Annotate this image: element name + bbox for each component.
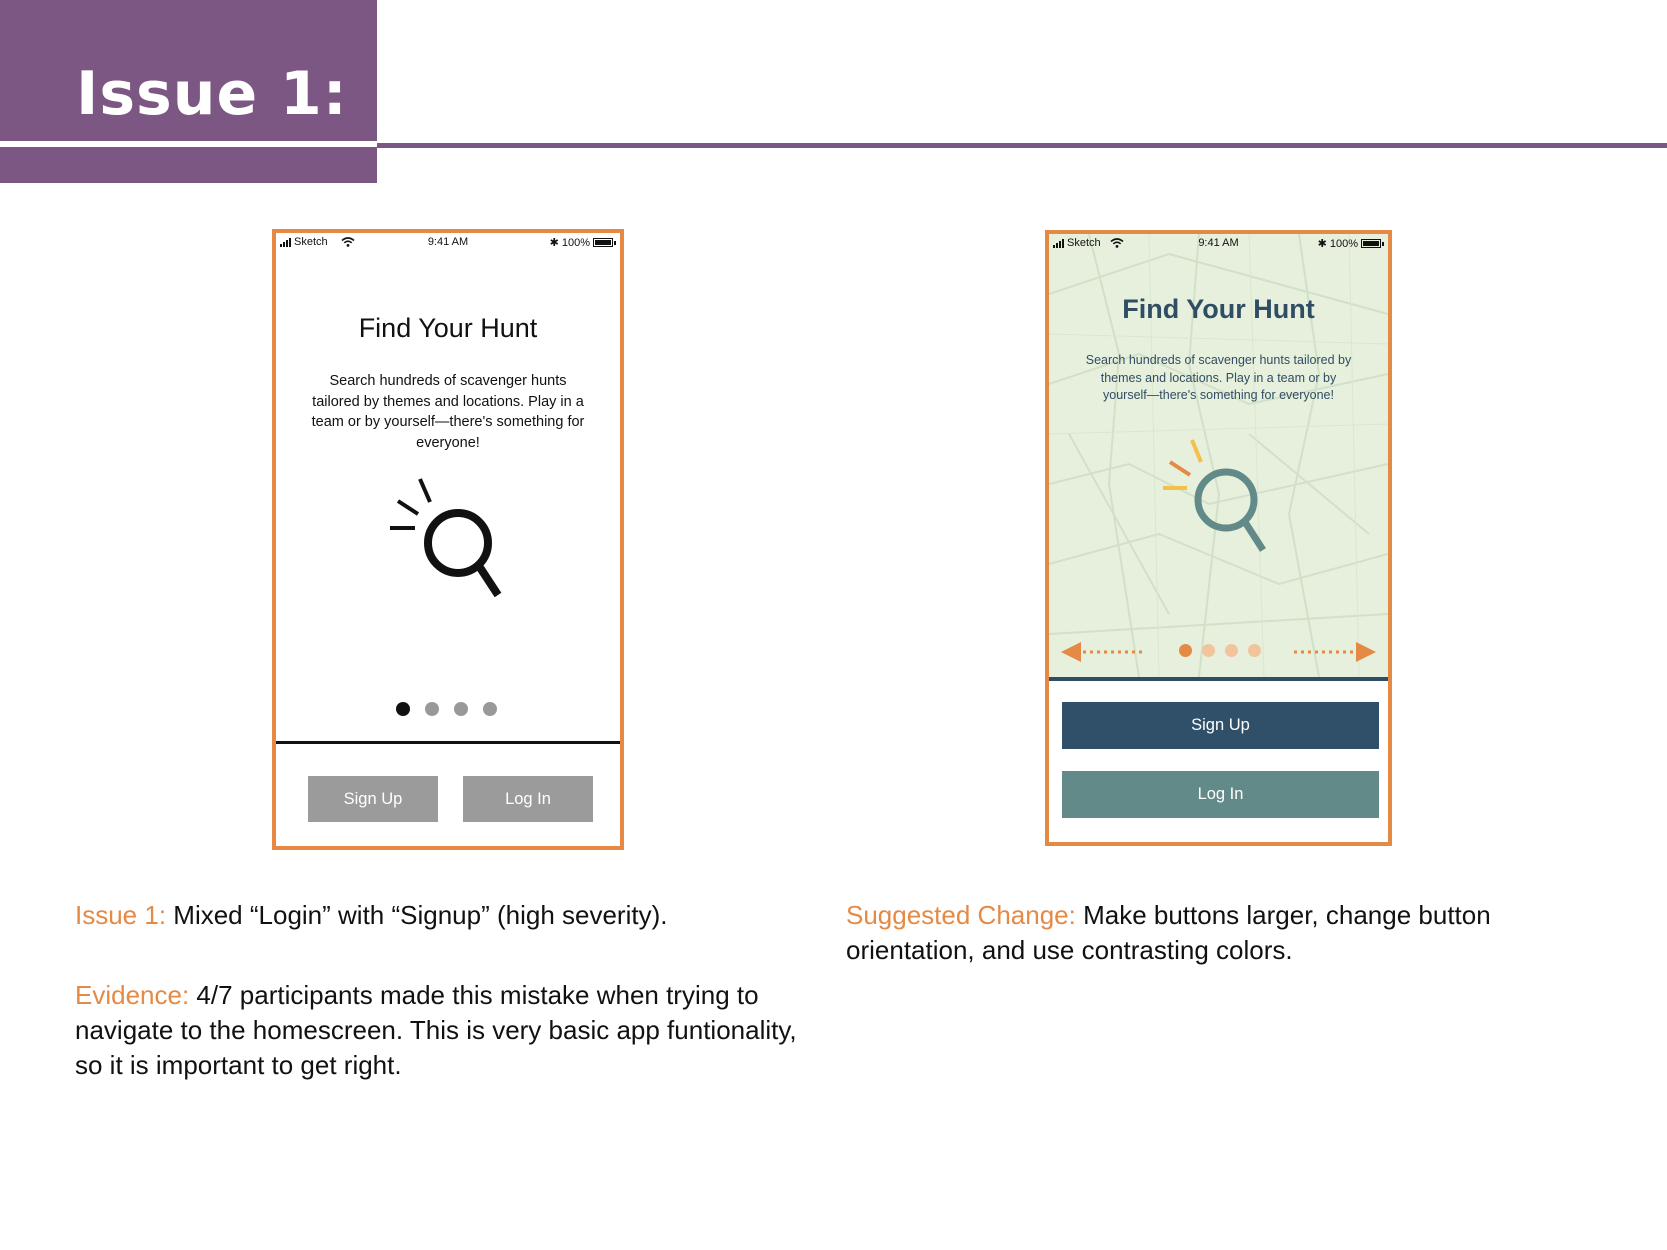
arrow-right-icon[interactable] xyxy=(1294,640,1376,664)
status-time: 9:41 AM xyxy=(427,236,469,248)
page-dot-active[interactable] xyxy=(396,702,410,716)
carrier-label: Sketch xyxy=(294,236,328,248)
battery-percent: 100% xyxy=(561,236,590,249)
page-dot[interactable] xyxy=(1202,644,1215,657)
battery-icon xyxy=(593,238,613,247)
screen-title: Find Your Hunt xyxy=(1122,294,1315,324)
bluetooth-icon: ✱ xyxy=(1317,238,1327,250)
page-dot[interactable] xyxy=(1248,644,1261,657)
arrow-left-icon[interactable] xyxy=(1061,640,1143,664)
page-dot[interactable] xyxy=(454,702,468,716)
title-banner-divider xyxy=(0,141,377,147)
phone-mockup-suggested xyxy=(1045,230,1392,846)
issue-lead: Issue 1: xyxy=(75,900,167,930)
screen-description: Search hundreds of scavenger hunts tailored by themes and locations. Play in a team or by yourself—there's something for everyone! xyxy=(311,373,585,451)
evidence-text: 4/7 participants made this mistake when trying to navigate to the homescreen. This is very basic app funtionality, so it is important to get right. xyxy=(75,980,797,1080)
signup-button[interactable]: Sign Up xyxy=(308,776,438,822)
page-dot[interactable] xyxy=(483,702,497,716)
page-indicator xyxy=(396,702,497,716)
battery-icon xyxy=(1361,239,1381,248)
battery-percent: 100% xyxy=(1329,237,1358,250)
phone-mockup-original xyxy=(272,229,624,850)
page-dot[interactable] xyxy=(1225,644,1238,657)
issue-text: Mixed “Login” with “Signup” (high severity). xyxy=(166,900,668,930)
suggested-change-statement xyxy=(846,898,1606,968)
screen-divider xyxy=(276,741,620,744)
screen-title: Find Your Hunt xyxy=(358,313,538,343)
bluetooth-icon: ✱ xyxy=(549,237,559,249)
magnifier-icon xyxy=(1161,438,1271,568)
signup-button[interactable]: Sign Up xyxy=(1062,702,1379,749)
evidence-lead: Evidence: xyxy=(75,980,190,1010)
suggestion-lead: Suggested Change: xyxy=(846,900,1076,930)
status-bar xyxy=(276,233,620,253)
page-dot[interactable] xyxy=(425,702,439,716)
evidence-statement xyxy=(75,978,815,1083)
login-button[interactable]: Log In xyxy=(463,776,593,822)
issue-statement xyxy=(75,898,815,933)
title-rule xyxy=(377,143,1667,148)
login-button[interactable]: Log In xyxy=(1062,771,1379,818)
page-indicator xyxy=(1179,644,1261,657)
status-bar xyxy=(1049,234,1388,254)
screen-description: Search hundreds of scavenger hunts tailored by themes and locations. Play in a team or by yourself—there's something for everyone! xyxy=(1085,353,1352,402)
status-time: 9:41 AM xyxy=(1198,237,1239,249)
carrier-label: Sketch xyxy=(1067,237,1101,249)
page-dot-active[interactable] xyxy=(1179,644,1192,657)
magnifier-icon xyxy=(388,477,518,617)
suggestion-text: Make buttons larger, change button orientation, and use contrasting colors. xyxy=(846,900,1491,965)
slide-title: Issue 1: xyxy=(76,59,348,129)
